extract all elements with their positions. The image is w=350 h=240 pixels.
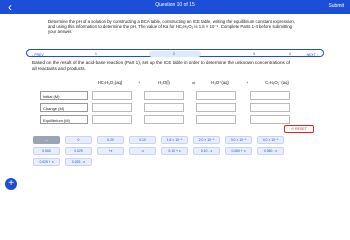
reset-button[interactable]: ↺ RESET [284,125,314,133]
answer-tile[interactable]: 0.029 + x [33,158,60,166]
step-4[interactable]: 4 [289,51,291,56]
answer-tile[interactable]: 1.6 × 10⁻⁵ [161,136,188,144]
answer-tile[interactable]: 0.029 - x [65,158,92,166]
answer-tile[interactable]: 0.060 + x [225,147,252,155]
plus-operator: + [138,80,141,85]
question-title: Question 10 of 15 [155,2,195,8]
answer-tile[interactable]: 3.0 × 10⁻⁵ [225,136,252,144]
ice-cell[interactable] [92,115,132,124]
answer-tile[interactable]: -x [129,147,156,155]
plus-icon[interactable]: + [5,178,17,190]
column-header: H₃O⁺(aq) [211,80,229,85]
answer-tile[interactable]: 0.10 - x [193,147,220,155]
ice-cell[interactable] [196,91,236,100]
ice-cell[interactable] [92,103,132,112]
step-3[interactable]: 3 [253,51,255,56]
column-header: HC₇H₅O₂(aq) [97,80,123,85]
column-header: C₇H₅O₂⁻(aq) [265,80,289,85]
row-label-initial: Initial (M) [40,91,88,100]
prev-button[interactable]: 〈 PREV [30,52,44,57]
step-2[interactable]: 2 [173,51,175,56]
step-1[interactable]: 1 [95,51,97,56]
active-step-highlight [149,51,201,57]
ice-cell[interactable] [144,115,184,124]
column-header: H₂O(l) [158,80,170,85]
answer-tile[interactable]: +x [97,147,124,155]
instructions: Based on the result of the acid-base reaction (Part 1), set up the ICE table in order to determine the unknown concentrations of all reactants and products. [32,60,290,71]
ice-cell[interactable] [250,115,290,124]
answer-tile[interactable]: 0.10 + x [161,147,188,155]
ice-cell[interactable] [144,103,184,112]
ice-cell[interactable] [196,115,236,124]
plus-operator: + [246,80,249,85]
step-navigation [26,49,324,57]
equilibrium-arrow: ⇌ [192,80,196,85]
ice-cell[interactable] [144,91,184,100]
answer-tile[interactable]: 0 [65,136,92,144]
row-label-change: Change (M) [40,103,88,112]
row-label-equilibrium: Equilibrium (M) [40,115,88,124]
problem-statement: Determine the pH of a solution by constructing a BCA table, constructing an ICE table, writing the equilibrium constant expression, and using this information to determine the pH. The value of Ka for HC₇H₅O₂ is 1.6 × 10⁻⁵. Complete Parts 1-4 before submitting your answer. [48,19,295,35]
ice-cell[interactable] [250,103,290,112]
answer-tile[interactable]: 0.029 [65,147,92,155]
answer-tile[interactable]: 0.10 [129,136,156,144]
answer-tile[interactable]: 2.0 × 10⁻⁵ [193,136,220,144]
ice-cell[interactable] [196,103,236,112]
next-button[interactable]: NEXT 〉 [306,52,320,57]
answer-tile[interactable]: 4.0 × 10⁻⁵ [257,136,284,144]
top-bar [0,0,350,14]
answer-tile[interactable]: — [33,136,60,144]
ice-cell[interactable] [92,91,132,100]
chevron-left-icon[interactable]: ‹ [8,0,12,14]
ice-table-header [88,79,312,88]
ice-cell[interactable] [250,91,290,100]
answer-tile[interactable]: 0.060 [33,147,60,155]
submit-button[interactable]: Submit [328,3,344,9]
answer-tile[interactable]: 0.20 [97,136,124,144]
answer-tile[interactable]: 0.060 - x [257,147,284,155]
